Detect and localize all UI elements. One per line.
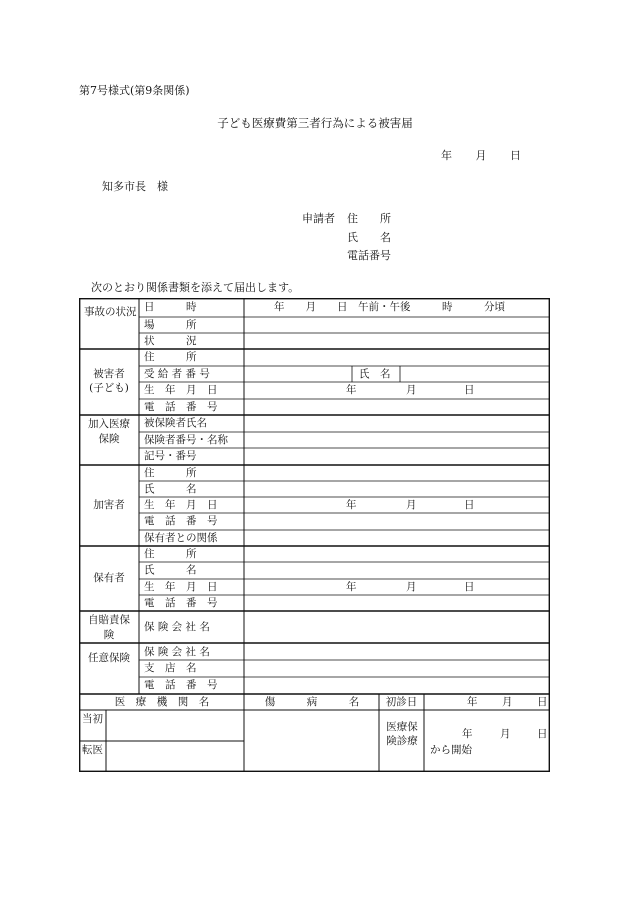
- assailant-section-title: 加害者: [93, 499, 125, 511]
- voluntary-section-title: 任意保険: [88, 652, 130, 664]
- applicant-phone-label: 電話番号: [347, 249, 391, 262]
- medical-start-year: 年: [462, 728, 473, 740]
- assailant-address-label: 住 所: [144, 467, 197, 479]
- date-year: 年: [441, 149, 452, 162]
- accident-situation-label: 状 況: [144, 335, 197, 347]
- owner-section-title: 保有者: [93, 572, 125, 584]
- victim-address-label: 住 所: [144, 351, 197, 363]
- voluntary-phone-label: 電 話 番 号: [144, 679, 218, 691]
- compulsory-company-label: 保 険 会 社 名: [144, 621, 210, 633]
- form-title: 子ども医療費第三者行為による被害届: [217, 116, 413, 130]
- medical-first-month: 月: [502, 696, 513, 708]
- medical-start-suffix: から開始: [430, 744, 472, 756]
- assailant-birth-day: 日: [464, 499, 475, 511]
- victim-phone-label: 電 話 番 号: [144, 401, 218, 413]
- medical-first-day: 日: [537, 696, 548, 708]
- insurance-symbol-label: 記号・番号: [144, 450, 197, 462]
- owner-birth-year: 年: [346, 581, 357, 593]
- medical-start-day: 日: [537, 728, 548, 740]
- date-month: 月: [475, 149, 487, 162]
- owner-birth-day: 日: [464, 581, 475, 593]
- assailant-birth-label: 生 年 月 日: [144, 499, 218, 511]
- medical-first-year: 年: [467, 696, 478, 708]
- medical-insurance-care-label: 医療保険診療: [386, 721, 418, 748]
- compulsory-section-title: 自賠責保険: [88, 614, 130, 641]
- accident-datetime-value: 年 月 日 午前・午後 時 分頃: [274, 301, 505, 313]
- insurance-insurer-label: 保険者番号・名称: [144, 434, 228, 446]
- applicant-name-label: 氏 名: [347, 231, 391, 244]
- assailant-phone-label: 電 話 番 号: [144, 515, 218, 527]
- assailant-name-label: 氏 名: [144, 483, 197, 495]
- owner-phone-label: 電 話 番 号: [144, 597, 218, 609]
- medical-injury-label: 傷 病 名: [264, 696, 360, 708]
- date-day: 日: [510, 149, 521, 162]
- report-table: [79, 298, 550, 772]
- medical-initial-label: 当初: [82, 713, 103, 725]
- victim-birth-month: 月: [406, 384, 417, 396]
- submission-date: [441, 147, 521, 163]
- owner-birth-month: 月: [406, 581, 417, 593]
- victim-name-label: 氏 名: [359, 368, 391, 380]
- accident-place-label: 場 所: [144, 319, 197, 331]
- voluntary-branch-label: 支 店 名: [144, 662, 197, 674]
- victim-title-note: (子ども): [89, 382, 129, 395]
- victim-birth-label: 生 年 月 日: [144, 384, 218, 396]
- addressee: 知多市長 様: [102, 180, 168, 193]
- victim-section-title: 被害者 (子ども): [82, 367, 136, 395]
- assailant-birth-month: 月: [406, 499, 417, 511]
- accident-section-title: 事故の状況: [84, 306, 137, 318]
- victim-birth-year: 年: [346, 384, 357, 396]
- insurance-insured-label: 被保険者氏名: [144, 417, 207, 429]
- victim-birth-day: 日: [464, 384, 475, 396]
- applicant-label: 申請者: [302, 212, 335, 225]
- owner-address-label: 住 所: [144, 548, 197, 560]
- medical-start-month: 月: [500, 728, 511, 740]
- victim-recipient-label: 受 給 者 番 号: [144, 368, 210, 380]
- assailant-relation-label: 保有者との関係: [144, 532, 218, 544]
- medical-institution-label: 医 療 機 関 名: [114, 696, 210, 708]
- applicant-address-label: 住 所: [347, 212, 391, 225]
- medical-transfer-label: 転医: [82, 744, 103, 756]
- medical-first-visit-label: 初診日: [385, 696, 418, 708]
- insurance-section-title: 加入医療保険: [88, 418, 130, 445]
- owner-birth-label: 生 年 月 日: [144, 581, 218, 593]
- voluntary-company-label: 保 険 会 社 名: [144, 646, 210, 658]
- accident-datetime-label: 日 時: [144, 301, 197, 313]
- owner-name-label: 氏 名: [144, 564, 197, 576]
- intro-text: 次のとおり関係書類を添えて届出します。: [91, 281, 300, 294]
- form-number: 第7号様式(第9条関係): [79, 84, 190, 97]
- assailant-birth-year: 年: [346, 499, 357, 511]
